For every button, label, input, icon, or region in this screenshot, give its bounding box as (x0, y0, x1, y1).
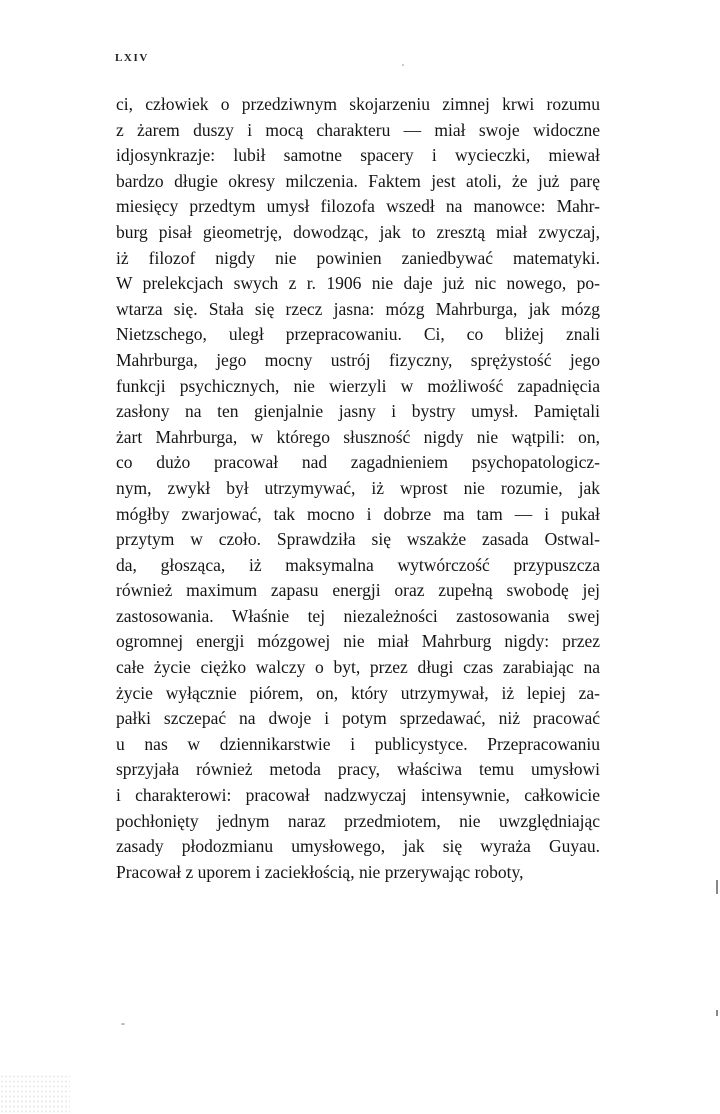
text-line: mógłby zwarjować, tak mocno i dobrze ma tam — i pukał (116, 503, 600, 524)
text-line: również maximum zapasu energji oraz zupełną swobodę jej (116, 580, 600, 601)
text-line: zastosowania. Właśnie tej niezależności zastosowania swej (116, 605, 600, 626)
text-line: pałki szczepać na dwoje i potym sprzedawać, niż pracować (116, 708, 600, 729)
text-line: zasłony na ten gienjalnie jasny i bystry umysł. Pamiętali (116, 401, 600, 422)
text-line: bardzo długie okresy milczenia. Faktem jest atoli, że już parę (116, 170, 600, 191)
text-line: sprzyjała również metoda pracy, właściwa temu umysłowi (116, 759, 600, 780)
text-line: i charakterowi: pracował nadzwyczaj intensywnie, całkowicie (116, 785, 600, 806)
text-line: ci, człowiek o przedziwnym skojarzeniu zimnej krwi rozumu (116, 94, 600, 114)
text-line: nym, zwykł był utrzymywać, iż wprost nie rozumie, jak (116, 477, 600, 498)
body-text (116, 92, 600, 885)
text-line: pochłonięty jednym naraz przedmiotem, nie uwzględniając (116, 810, 600, 831)
text-line: żart Mahrburga, w którego słuszność nigdy nie wątpili: on, (116, 426, 600, 447)
text-line: idjosynkrazje: lubił samotne spacery i wycieczki, miewał (116, 145, 600, 166)
text-line: z żarem duszy i mocą charakteru — miał swoje widoczne (116, 119, 600, 140)
page-number: LXIV (115, 52, 149, 64)
text-line: przytym w czoło. Sprawdziła się wszakże zasada Ostwal- (116, 529, 600, 550)
text-line: życie wyłącznie piórem, on, który utrzymywał, iż lepiej za- (116, 682, 600, 703)
text-line: wtarza się. Stała się rzecz jasna: mózg Mahrburga, jak mózg (116, 298, 600, 319)
text-line: da, głosząca, iż maksymalna wytwórczość przypuszcza (116, 554, 600, 575)
scan-noise (0, 1074, 70, 1114)
text-line: miesięcy przedtym umysł filozofa wszedł na manowce: Mahr- (116, 196, 600, 217)
text-line: co dużo pracował nad zagadnieniem psychopatologicz- (116, 452, 600, 473)
text-line: Nietzschego, uległ przepracowaniu. Ci, co bliżej znali (116, 324, 600, 345)
scan-edge-mark (716, 880, 718, 894)
text-line: Pracował z uporem i zaciekłością, nie przerywając roboty, (116, 861, 524, 882)
text-line: ogromnej energji mózgowej nie miał Mahrburg nigdy: przez (116, 631, 600, 652)
text-line: u nas w dziennikarstwie i publicystyce. Przepracowaniu (116, 733, 600, 754)
text-line: zasady płodozmianu umysłowego, jak się wyraża Guyau. (116, 836, 600, 857)
text-line: Mahrburga, jego mocny ustrój fizyczny, sprężystość jego (116, 349, 600, 370)
text-line: funkcji psychicznych, nie wierzyli w możliwość zapadnięcia (116, 375, 600, 396)
text-line: całe życie ciężko walczy o byt, przez długi czas zarabiając na (116, 657, 600, 678)
scan-speck (121, 1023, 125, 1025)
text-line: iż filozof nigdy nie powinien zaniedbywać matematyki. (116, 247, 600, 268)
text-line: burg pisał gieometrję, dowodząc, jak to zresztą miał zwyczaj, (116, 221, 600, 242)
text-line: W prelekcjach swych z r. 1906 nie daje już nic nowego, po- (116, 273, 600, 294)
scan-speck (402, 64, 404, 66)
scan-edge-mark (716, 1010, 718, 1016)
